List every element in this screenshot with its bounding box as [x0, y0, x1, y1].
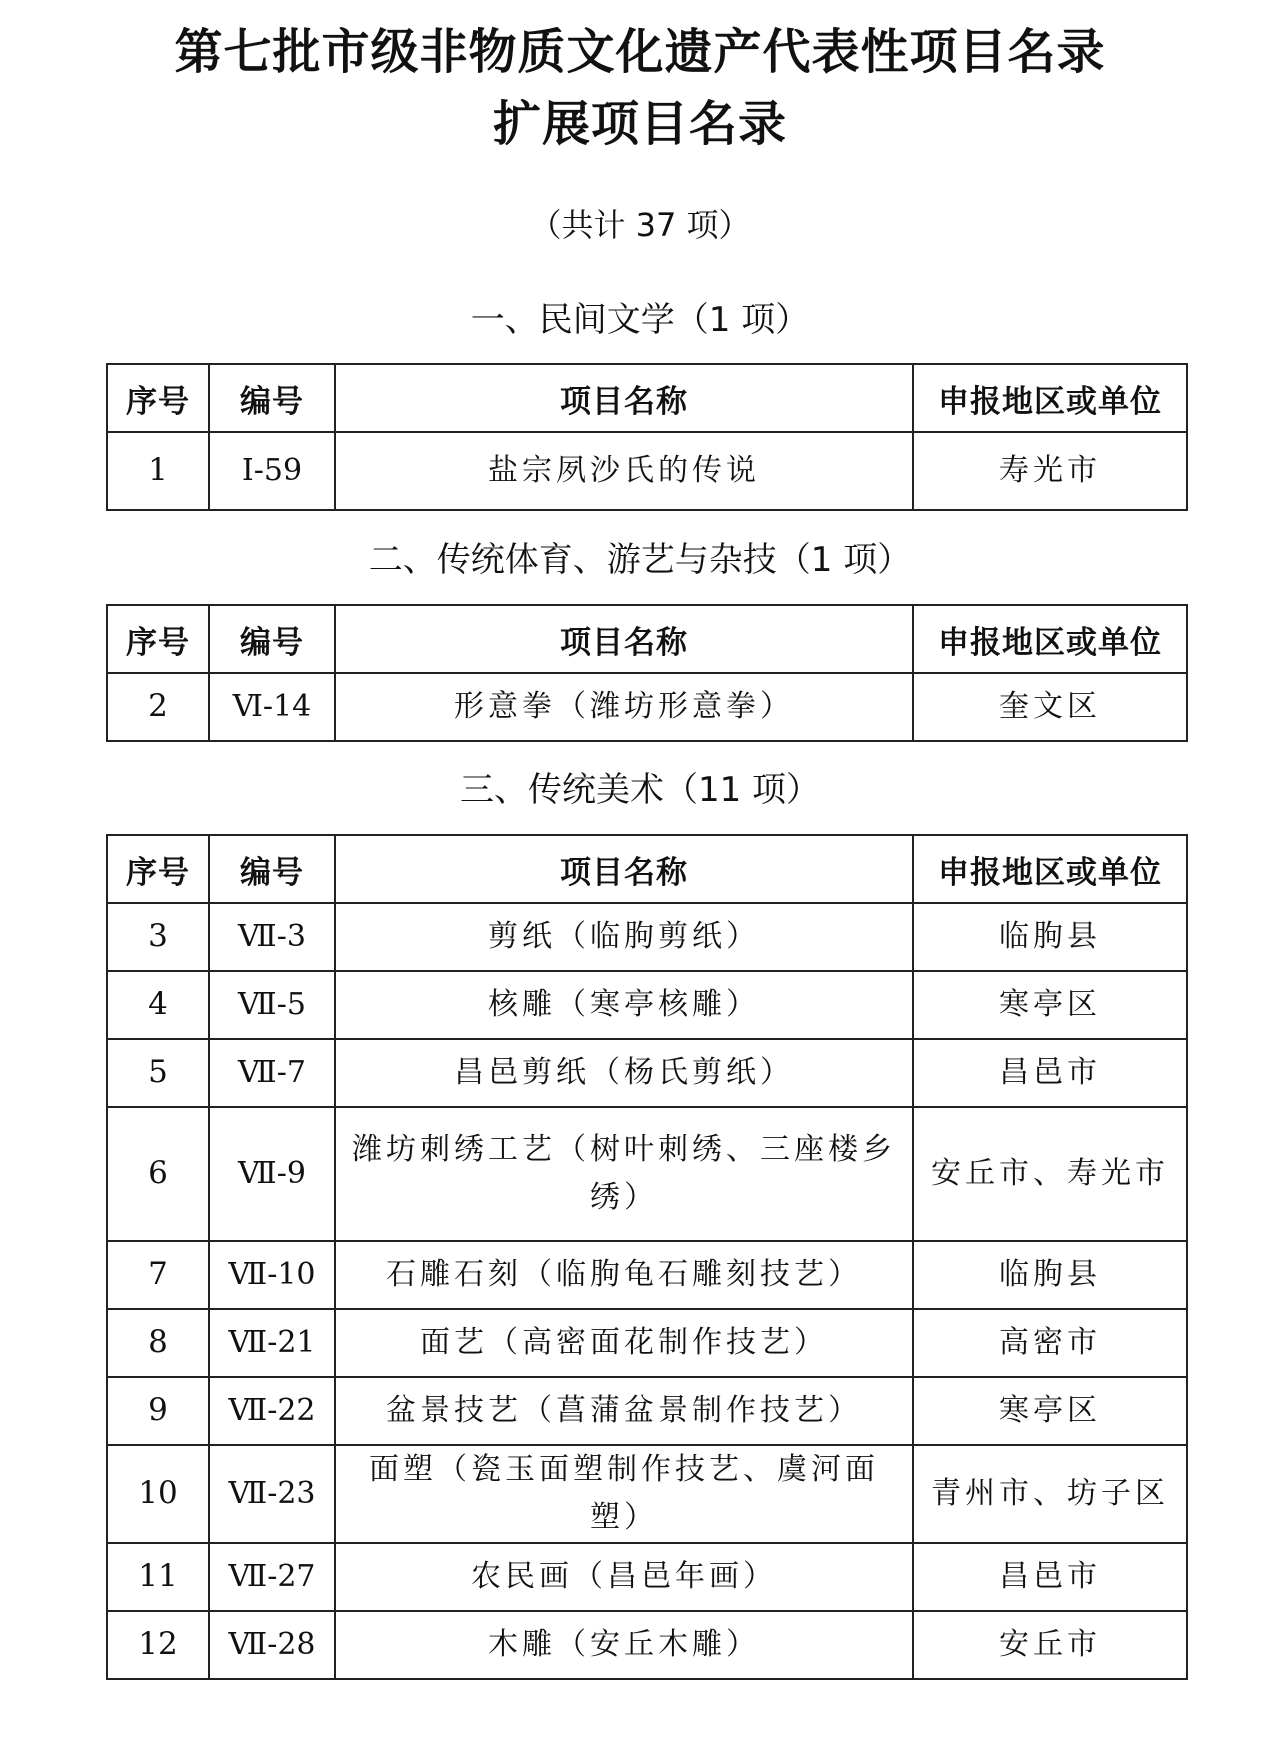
cell-region: 安丘市、寿光市 [913, 1107, 1187, 1241]
cell-name: 盐宗夙沙氏的传说 [335, 432, 913, 510]
cell-region: 寒亭区 [913, 1377, 1187, 1445]
header-code: 编号 [209, 364, 335, 432]
cell-region: 青州市、坊子区 [913, 1445, 1187, 1543]
section-title-folk-literature: 一、民间文学（1 项） [470, 300, 810, 340]
cell-seq: 5 [107, 1039, 209, 1107]
cell-name: 石雕石刻（临朐龟石雕刻技艺） [335, 1241, 913, 1309]
cell-code: Ⅶ-21 [209, 1309, 335, 1377]
cell-name: 农民画（昌邑年画） [335, 1543, 913, 1611]
total-count: （共计 37 项） [529, 206, 751, 244]
cell-seq: 2 [107, 673, 209, 741]
table-row [107, 1445, 1187, 1543]
table-header-row [107, 364, 1187, 432]
cell-seq: 9 [107, 1377, 209, 1445]
cell-name: 形意拳（潍坊形意拳） [335, 673, 913, 741]
document-title: 第七批市级非物质文化遗产代表性项目名录 [174, 24, 1106, 80]
table-folk-literature [106, 363, 1188, 511]
table-row [107, 1241, 1187, 1309]
cell-seq: 8 [107, 1309, 209, 1377]
cell-seq: 6 [107, 1107, 209, 1241]
header-name: 项目名称 [335, 364, 913, 432]
cell-code: Ⅶ-7 [209, 1039, 335, 1107]
table-row [107, 1377, 1187, 1445]
cell-region: 安丘市 [913, 1611, 1187, 1679]
table-header-row [107, 605, 1187, 673]
header-code: 编号 [209, 605, 335, 673]
table-row [107, 1039, 1187, 1107]
cell-code: Ⅶ-22 [209, 1377, 335, 1445]
cell-code: Ⅶ-3 [209, 903, 335, 971]
table-row [107, 1107, 1187, 1241]
header-region: 申报地区或单位 [913, 364, 1187, 432]
cell-code: Ⅰ-59 [209, 432, 335, 510]
cell-code: Ⅵ-14 [209, 673, 335, 741]
header-region: 申报地区或单位 [913, 835, 1187, 903]
cell-code: Ⅶ-28 [209, 1611, 335, 1679]
table-row [107, 1611, 1187, 1679]
cell-seq: 3 [107, 903, 209, 971]
cell-seq: 1 [107, 432, 209, 510]
document-subtitle: 扩展项目名录 [492, 96, 787, 152]
header-seq: 序号 [107, 364, 209, 432]
table-header-row [107, 835, 1187, 903]
cell-name: 核雕（寒亭核雕） [335, 971, 913, 1039]
table-row [107, 903, 1187, 971]
header-name: 项目名称 [335, 605, 913, 673]
table-row [107, 673, 1187, 741]
header-seq: 序号 [107, 835, 209, 903]
cell-code: Ⅶ-5 [209, 971, 335, 1039]
header-region: 申报地区或单位 [913, 605, 1187, 673]
cell-name: 木雕（安丘木雕） [335, 1611, 913, 1679]
cell-region: 寿光市 [913, 432, 1187, 510]
cell-region: 临朐县 [913, 1241, 1187, 1309]
cell-region: 临朐县 [913, 903, 1187, 971]
cell-region: 寒亭区 [913, 971, 1187, 1039]
cell-code: Ⅶ-10 [209, 1241, 335, 1309]
table-row [107, 1309, 1187, 1377]
header-name: 项目名称 [335, 835, 913, 903]
cell-seq: 12 [107, 1611, 209, 1679]
section-title-traditional-art: 三、传统美术（11 项） [459, 770, 821, 810]
cell-seq: 10 [107, 1445, 209, 1543]
cell-region: 高密市 [913, 1309, 1187, 1377]
cell-name: 昌邑剪纸（杨氏剪纸） [335, 1039, 913, 1107]
cell-seq: 4 [107, 971, 209, 1039]
cell-name: 盆景技艺（菖蒲盆景制作技艺） [335, 1377, 913, 1445]
cell-name: 面塑（瓷玉面塑制作技艺、虞河面塑） [335, 1445, 913, 1543]
table-row [107, 432, 1187, 510]
cell-name: 潍坊刺绣工艺（树叶刺绣、三座楼乡绣） [335, 1107, 913, 1241]
cell-region: 昌邑市 [913, 1039, 1187, 1107]
cell-name: 剪纸（临朐剪纸） [335, 903, 913, 971]
cell-region: 昌邑市 [913, 1543, 1187, 1611]
table-row [107, 971, 1187, 1039]
cell-seq: 7 [107, 1241, 209, 1309]
header-code: 编号 [209, 835, 335, 903]
header-seq: 序号 [107, 605, 209, 673]
table-traditional-art [106, 834, 1188, 1680]
cell-code: Ⅶ-27 [209, 1543, 335, 1611]
cell-region: 奎文区 [913, 673, 1187, 741]
cell-code: Ⅶ-23 [209, 1445, 335, 1543]
section-title-traditional-sports: 二、传统体育、游艺与杂技（1 项） [368, 540, 912, 580]
table-traditional-sports [106, 604, 1188, 742]
table-row [107, 1543, 1187, 1611]
cell-name: 面艺（高密面花制作技艺） [335, 1309, 913, 1377]
cell-code: Ⅶ-9 [209, 1107, 335, 1241]
cell-seq: 11 [107, 1543, 209, 1611]
